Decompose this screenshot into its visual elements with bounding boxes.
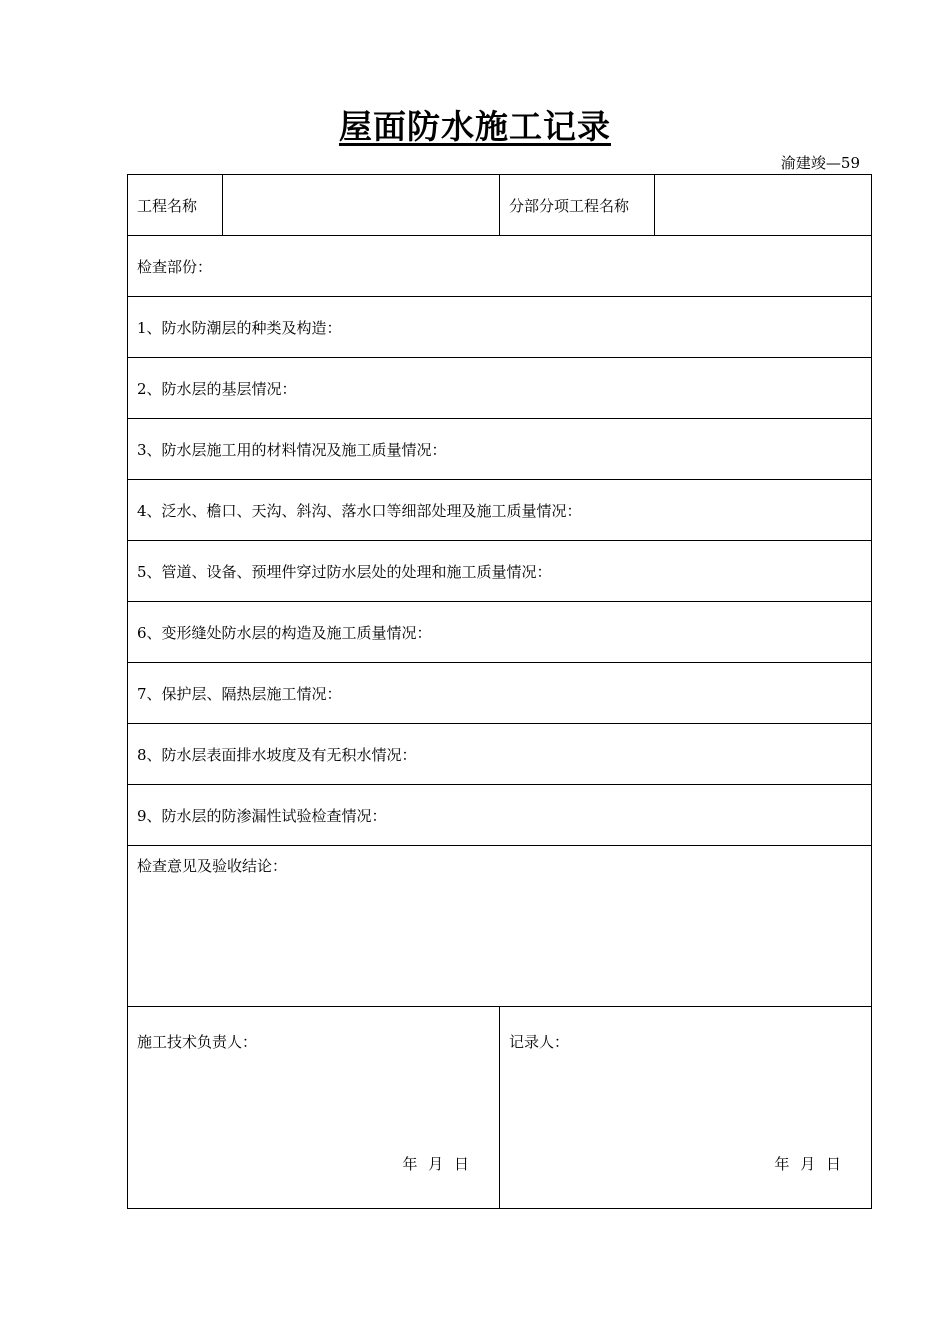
item-field[interactable]: 9、防水层的防渗漏性试验检查情况： — [128, 785, 872, 846]
signature-row — [128, 1007, 872, 1209]
inspection-form — [127, 174, 872, 1209]
item-row — [128, 419, 872, 480]
subproject-field[interactable] — [655, 175, 872, 236]
item-row — [128, 541, 872, 602]
recorder-label: 记录人： — [509, 1033, 570, 1051]
recorder-signature-field[interactable] — [500, 1007, 872, 1209]
subproject-label: 分部分项工程名称 — [500, 175, 655, 236]
inspection-part-row — [128, 236, 872, 297]
project-name-field[interactable] — [223, 175, 500, 236]
tech-lead-signature-field[interactable] — [128, 1007, 500, 1209]
item-row — [128, 724, 872, 785]
project-name-label: 工程名称 — [128, 175, 223, 236]
item-row — [128, 358, 872, 419]
item-field[interactable]: 1、防水防潮层的种类及构造： — [128, 297, 872, 358]
item-field[interactable]: 7、保护层、隔热层施工情况： — [128, 663, 872, 724]
item-row — [128, 297, 872, 358]
item-field[interactable]: 8、防水层表面排水坡度及有无积水情况： — [128, 724, 872, 785]
inspection-part-field[interactable]: 检查部份： — [128, 236, 872, 297]
item-row — [128, 663, 872, 724]
item-field[interactable]: 6、变形缝处防水层的构造及施工质量情况： — [128, 602, 872, 663]
tech-lead-date: 年 月 日 — [402, 1155, 469, 1173]
item-row — [128, 480, 872, 541]
item-row — [128, 785, 872, 846]
item-field[interactable]: 4、泛水、檐口、天沟、斜沟、落水口等细部处理及施工质量情况： — [128, 480, 872, 541]
item-field[interactable]: 5、管道、设备、预埋件穿过防水层处的处理和施工质量情况： — [128, 541, 872, 602]
page-title: 屋面防水施工记录 — [339, 107, 611, 146]
item-field[interactable]: 2、防水层的基层情况： — [128, 358, 872, 419]
form-code: 渝建竣—59 — [780, 154, 860, 172]
recorder-date: 年 月 日 — [774, 1155, 841, 1173]
item-field[interactable]: 3、防水层施工用的材料情况及施工质量情况： — [128, 419, 872, 480]
header-row — [128, 175, 872, 236]
conclusion-row — [128, 846, 872, 1007]
item-row — [128, 602, 872, 663]
conclusion-field[interactable]: 检查意见及验收结论： — [128, 846, 872, 1007]
tech-lead-label: 施工技术负责人： — [137, 1033, 258, 1051]
